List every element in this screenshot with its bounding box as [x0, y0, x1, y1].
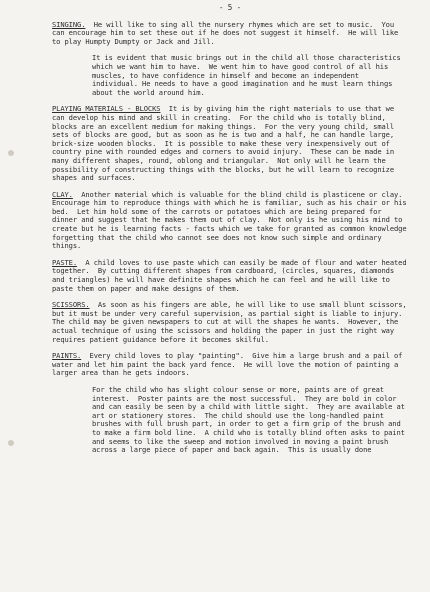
section-paste	[52, 257, 411, 293]
section-heading: PASTE.	[52, 257, 78, 267]
section-heading: SCISSORS.	[52, 300, 90, 310]
section-blocks	[52, 105, 408, 182]
section-text: For the child who has slight colour sense or more, paints are of great interest. Poster paints are the most successful. They are bold in color and can easily be seen by a child with little sight. They are available at art or stationery stores. The child should use the long-handled paint brushes with full brush part, in order to get a firm grip of the brush and to make a firm bold line. A child who is totally blind often asks to paint and seems to like the sweep and motion involved in moving a paint brush across a large piece of paper and back again. This is usually done	[92, 384, 409, 455]
section-colour-paragraph	[52, 386, 408, 455]
section-paints	[52, 352, 408, 378]
section-text: It is by giving him the right materials to use that we can develop his mind and skill in creating. For the child who is totally blind, blocks are an excellent medium for making things. For the very young child, small sets of blocks are good, but as soon as he is two and a half, he can handle large, brick-size wooden blocks. It is possible to make these very inexpensively out of country pine with rounded edges and corners to avoid injury. These can be made in many different shapes, round, oblong and triangular. Not only will he learn the possibility of constructing things with the blocks, but he will learn to recognize shapes and surfaces.	[52, 104, 399, 183]
section-heading: PLAYING MATERIALS - BLOCKS	[52, 104, 161, 114]
section-text: He will like to sing all the nursery rhymes which are set to music. You can encourage him to set these out if he does not suggest it himself. He will like to play Humpty Dumpty or Jack and Jill.	[52, 19, 403, 46]
section-singing	[52, 21, 408, 47]
page-number: - 5 -	[218, 3, 242, 12]
section-text: Another material which is valuable for the blind child is plasticene or clay. Encourage him to reproduce things with which he is familiar, such as his chair or his bed. Let him hold some of the carrots or potatoes which are being prepared for dinner and suggest that he makes them out of clay. Not only is he using his mind to create but he is learning facts - facts which we take for granted as common knowledge forgetting that the child who cannot see does not know such simple and ordinary things.	[52, 189, 411, 251]
section-scissors	[52, 300, 411, 344]
section-text: It is evident that music brings out in the child all those characteristics which we want him to have. We went him to have good control of all his muscles, to have confidence in himself and become an independent individual. He needs to have a good imagination and he must learn things about the world around him.	[92, 53, 405, 97]
section-heading: CLAY.	[52, 189, 73, 199]
section-clay	[52, 189, 411, 251]
section-music-paragraph	[52, 54, 408, 97]
punch-hole-mark	[8, 440, 14, 446]
section-text: As soon as his fingers are able, he will like to use small blunt scissors, but it must be under very careful supervision, as partial sight is liable to injury. The child may be given newspapers to cut at will the shapes he wants. However, the actual technique of using the scissors and holding the paper in just the right way requires patient guidance before it becomes skilful.	[52, 300, 411, 344]
section-heading: SINGING.	[52, 19, 86, 29]
punch-hole-mark	[8, 150, 14, 156]
section-text: Every child loves to play "painting". Give him a large brush and a pail of water and let him paint the back yard fence. He will love the motion of painting a larger area than he gets indoors.	[52, 351, 407, 378]
section-heading: PAINTS.	[52, 351, 82, 361]
section-text: A child loves to use paste which can easily be made of flour and water heated together. By cutting different shapes from cardboard, (circles, squares, diamonds and triangles) he will have definite shapes which he can feel and he will like to paste them on paper and make designs of them.	[52, 257, 411, 293]
